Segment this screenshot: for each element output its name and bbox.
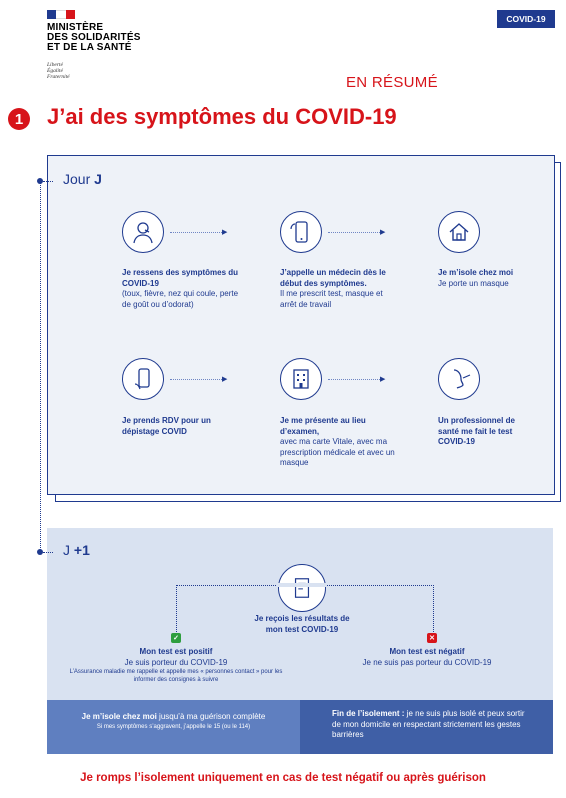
person-coughing-icon <box>122 211 164 253</box>
french-flag-logo <box>47 10 75 19</box>
timeline-line <box>40 181 41 552</box>
day-j-label <box>63 171 102 187</box>
results-text: Je reçois les résultats de mon test COVID-19 <box>254 614 350 634</box>
arrow-right-icon: ▶ <box>380 229 386 236</box>
end-isolation-bar <box>300 700 553 754</box>
positive-outcome <box>62 647 290 684</box>
step-1 <box>122 268 240 310</box>
day-j1-bold: +1 <box>73 542 90 558</box>
step-3 <box>438 268 538 289</box>
step-5 <box>280 416 404 469</box>
arrow-line <box>328 379 382 380</box>
positive-text: Je suis porteur du COVID-19 <box>124 657 228 667</box>
branch-mask <box>276 583 326 587</box>
page-title: J’ai des symptômes du COVID-19 <box>47 104 397 129</box>
day-j-prefix: Jour <box>63 171 91 187</box>
step-3-text: Je porte un masque <box>438 278 509 288</box>
negative-text: Je ne suis pas porteur du COVID-19 <box>362 657 492 667</box>
building-icon <box>280 358 322 400</box>
step-3-title: Je m’isole chez moi <box>438 268 514 277</box>
phone-call-icon <box>280 211 322 253</box>
footer-note: Je romps l’isolement uniquement en cas de test négatif ou après guérison <box>80 772 486 784</box>
step-6-title: Un professionnel de santé me fait le test COVID-19 <box>438 416 515 446</box>
isolation-bar <box>47 700 300 754</box>
motto-liberte: Liberté <box>47 62 63 68</box>
smartphone-booking-icon <box>122 358 164 400</box>
step-1-title: Je ressens des symptômes du COVID-19 <box>122 268 239 288</box>
motto-egalite: Égalité <box>47 68 63 74</box>
positive-title: Mon test est positif <box>139 647 213 656</box>
cross-icon: ✕ <box>427 633 437 643</box>
timeline-connector-j1 <box>43 552 53 553</box>
step-5-text: avec ma carte Vitale, avec ma prescription médicale et avec un masque <box>280 437 395 467</box>
positive-note: L’Assurance maladie me rappelle et appelle mes « personnes contact » pour les informer des consignes à suivre <box>69 669 283 683</box>
end-isolation-text: je ne suis plus isolé et peux sortir de mon domicile en respectant strictement les gestes barrières <box>332 709 525 739</box>
negative-outcome <box>346 647 508 668</box>
isolation-text: jusqu’à ma guérison complète <box>156 712 266 721</box>
isolation-bold: Je m’isole chez moi <box>81 712 157 721</box>
ministry-line-2: DES SOLIDARITÉS <box>47 32 141 43</box>
arrow-right-icon: ▶ <box>380 376 386 383</box>
step-2-text: Il me prescrit test, masque et arrêt de travail <box>280 289 383 309</box>
ministry-name <box>47 23 141 53</box>
ministry-line-1: MINISTÈRE <box>47 22 104 33</box>
step-2-title: J’appelle un médecin dès le début des symptômes. <box>280 268 386 288</box>
isolation-note: Si mes symptômes s’aggravent, j’appelle le 15 (ou le 114) <box>96 723 251 730</box>
arrow-line <box>170 379 224 380</box>
day-j1-prefix: J <box>63 542 70 558</box>
republic-motto <box>47 62 70 80</box>
house-icon <box>438 211 480 253</box>
arrow-line <box>328 232 382 233</box>
timeline-connector-j <box>43 181 53 182</box>
arrow-line <box>170 232 224 233</box>
step-4-title: Je prends RDV pour un dépistage COVID <box>122 416 211 436</box>
covid-tag: COVID-19 <box>497 10 555 28</box>
step-5-title: Je me présente au lieu d’examen, <box>280 416 366 436</box>
section-number-badge: 1 <box>8 108 30 130</box>
summary-label: EN RÉSUMÉ <box>346 74 438 91</box>
arrow-right-icon: ▶ <box>222 229 228 236</box>
ministry-line-3: ET DE LA SANTÉ <box>47 42 132 53</box>
nasal-swab-icon <box>438 358 480 400</box>
motto-fraternite: Fraternité <box>47 74 70 80</box>
end-isolation-bold: Fin de l’isolement : <box>332 709 405 718</box>
check-icon: ✓ <box>171 633 181 643</box>
step-4 <box>122 416 222 437</box>
arrow-right-icon: ▶ <box>222 376 228 383</box>
step-1-text: (toux, fièvre, nez qui coule, perte de goût ou d’odorat) <box>122 289 239 309</box>
step-6 <box>438 416 528 448</box>
negative-title: Mon test est négatif <box>389 647 465 656</box>
day-j-bold: J <box>94 171 102 187</box>
step-2 <box>280 268 392 310</box>
day-j1-label <box>63 542 90 558</box>
